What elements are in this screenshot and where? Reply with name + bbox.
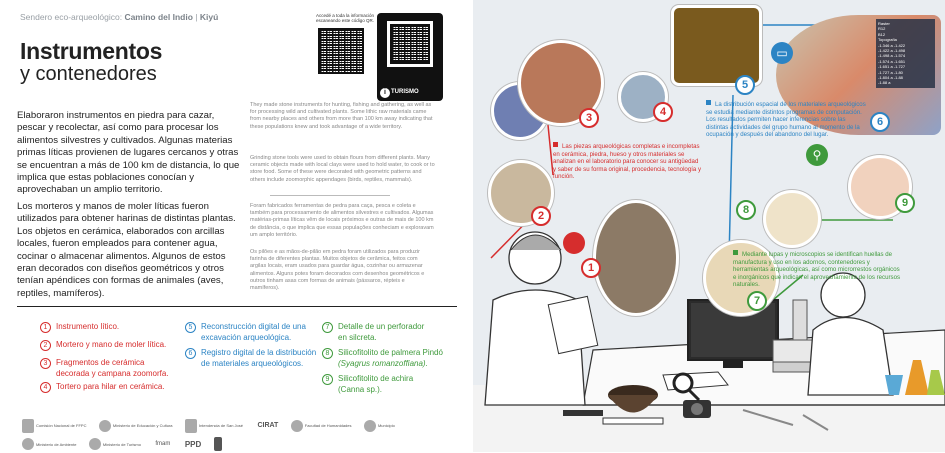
badge-3[interactable]: 3 — [579, 108, 599, 128]
shield-icon — [185, 419, 197, 433]
legend-label: Fragmentos de cerámica — [56, 358, 145, 367]
badge-5[interactable]: 5 — [735, 75, 755, 95]
text-pt-2: Os pilões e as mãos-de-pilão em pedra foram utilizados para produzir farinha de diferentes plantas. Muitos objetos de cerâmica, feitos com argilas locais, eram usados para guardar água, cozinhar ou armazenar alimentos. Alguns potes foram decorados com desenhos geométricos e outros tinham asas com formas de animais (pássaros, répteis e mamíferos). — [250, 249, 425, 292]
trail-name: Camino del Indio — [124, 12, 193, 22]
legend-label: Reconstrucción digital de una — [201, 322, 306, 331]
computer-icon: ▭ — [771, 42, 793, 64]
logo-fhce: Facultad de Humanidades — [291, 417, 352, 435]
trail-prefix: Sendero eco-arqueológico: — [20, 12, 125, 22]
logo-turismo: Ministerio de Turismo — [89, 435, 141, 453]
badge-4[interactable]: 4 — [653, 102, 673, 122]
seal-icon — [89, 438, 101, 450]
microscope-icon: ⚲ — [806, 144, 828, 166]
text-en-1: They made stone instruments for hunting, fishing and gathering, as well as for processing wild and cultivated plants. Some lithic raw materials came from nearby places and others from more than 100 km away indicating that these populations knew and took advantage of a wide territory. — [250, 102, 433, 130]
logo-mec: Ministerio de Educación y Cultura — [99, 417, 173, 435]
qr-code-1[interactable] — [318, 28, 364, 74]
logo-ppd: PPD — [184, 439, 202, 449]
legend-item-4 — [40, 382, 165, 393]
callout-blue: La distribución espacial de los materiales arqueológicos se estudia mediante distintos programas de computación. Los resultados permiten hacer inferencias sobre las distintas actividades del grupo humano al momento de la ocupación y después del abandono del lugar. — [706, 101, 866, 139]
badge-7[interactable]: 7 — [747, 291, 767, 311]
legend-number: 3 — [40, 358, 51, 369]
legend-number: 1 — [40, 322, 51, 333]
legend-label: en silcreta. — [338, 333, 377, 342]
legend-item-1 — [40, 322, 119, 333]
sponsor-logos — [22, 417, 452, 449]
photo-excavation-3d — [671, 5, 762, 86]
seal-icon — [22, 438, 34, 450]
seal-icon — [99, 420, 111, 432]
text-es-2: Los morteros y manos de moler líticas fueron utilizados para obtener harinas de distintas plantas. Los objetos en cerámica, elaborados con arcillas locales, fueron empleados para contener agua, cocinar o almacenar alimentos. Algunos de estos eran decorados con diseños geométricos y otros tenían apéndices con formas de animales (aves, reptiles, mamíferos). — [17, 201, 236, 299]
pottery-icon — [563, 232, 585, 254]
legend-number: 4 — [40, 382, 51, 393]
text-pt-1: Foram fabricados ferramentas de pedra para caça, pesca e coleta e também para processamento de alimentos silvestres e cultivados. Algumas matérias-primas líticas vêm de locais próximos e outras de mais de 100 km de distância, o que implica que essas populações conheciam e exploravam um amplo território. — [250, 203, 434, 238]
badge-9[interactable]: 9 — [895, 193, 915, 213]
seal-icon — [291, 420, 303, 432]
legend-label: Silicofitolito de achira — [338, 374, 414, 383]
logo-cirat: CIRAT — [257, 422, 279, 430]
photo-lithic-tool — [593, 200, 679, 316]
divider-en-pt — [270, 195, 390, 196]
legend-item-9 — [322, 374, 413, 395]
turismo-label: TURISMO — [391, 89, 419, 95]
legend-number: 2 — [40, 340, 51, 351]
legend-number: 7 — [322, 322, 333, 333]
callout-green: Mediante lupas y microscopios se identifican huellas de manufactura y uso en los adornos, contenedores y herramientas arqueológicas, así como microrrestos orgánicos e inorgánicos que indican el aprovechamiento de los recursos naturales. — [733, 251, 901, 289]
info-icon: i — [380, 88, 390, 98]
trail-place: Kiyú — [199, 12, 219, 22]
legend-number: 9 — [322, 374, 333, 385]
legend-item-5 — [185, 322, 306, 343]
trail-separator: | — [192, 12, 200, 22]
legend-label: Mortero y mano de moler lítica. — [56, 340, 167, 349]
qr-note-block — [316, 13, 386, 24]
photo-phytolith-palm — [763, 190, 821, 248]
legend-label: (Canna sp.). — [338, 385, 383, 394]
logo-pnud — [214, 435, 222, 453]
badge-2[interactable]: 2 — [531, 206, 551, 226]
page-title: Instrumentos — [20, 38, 163, 64]
legend-label: (Syagrus romanzoffiana). — [338, 359, 428, 368]
map-legend: Raster R12 B12 Topografía -1.346 a -1.422 -1.422 a -1.498 -1.498 a -1.574 -1.574 a -1.651 -1.651 a -1.727 -1.727 a -1.80 -1.804 a -1.88 -1.88 a — [876, 19, 935, 88]
logo-municipio: Municipio — [364, 417, 395, 435]
legend-label: Tortero para hilar en cerámica. — [56, 382, 165, 391]
legend-item-3 — [40, 358, 169, 379]
divider-legend — [17, 306, 457, 307]
legend-label: excavación arqueológica. — [201, 333, 292, 342]
pnud-icon — [214, 437, 222, 451]
page-subtitle: y contenedores — [20, 63, 157, 85]
logo-ambiente: Ministerio de Ambiente — [22, 435, 76, 453]
legend-label: Detalle de un perforador — [338, 322, 425, 331]
shield-icon — [22, 419, 34, 433]
badge-8[interactable]: 8 — [736, 200, 756, 220]
legend-item-8 — [322, 348, 443, 369]
legend-label: de materiales arqueológicos. — [201, 359, 304, 368]
text-es-1: Elaboraron instrumentos en piedra para cazar, pescar y recolectar, así como para procesar los alimentos silvestres y cultivados. Algunas materias primas líticas provienen de lugares cercanos y otras se encuentran a más de 100 km de distancia, lo que implica que estas poblaciones conocían y aprovechaban un amplio territorio. — [17, 110, 240, 196]
seal-icon — [364, 420, 376, 432]
legend-item-2 — [40, 340, 166, 351]
trail-header — [20, 12, 218, 22]
text-en-2: Grinding stone tools were used to obtain flours from different plants. Many ceramic objects made with local clays were used to hold water, to cook or to store food. Some of these were decorated with geometric patterns and others include zoomorphic appendages (birds, reptiles, mammals). — [250, 155, 435, 183]
legend-number: 6 — [185, 348, 196, 359]
right-panel-illustration — [473, 0, 945, 452]
badge-6[interactable]: 6 — [870, 112, 890, 132]
logo-intendencia: Intendencia de San José — [185, 417, 243, 435]
legend-label: decorada y campana zoomorfa. — [56, 369, 169, 378]
legend-label: Silicofitolito de palmera Pindó — [338, 348, 443, 357]
legend-label: Instrumento lítico. — [56, 322, 120, 331]
legend-item-6 — [185, 348, 316, 369]
left-panel — [0, 0, 473, 452]
legend-number: 8 — [322, 348, 333, 359]
legend-number: 5 — [185, 322, 196, 333]
badge-1[interactable]: 1 — [581, 258, 601, 278]
turismo-qr-panel[interactable] — [377, 13, 443, 101]
legend-label: Registro digital de la distribución — [201, 348, 317, 357]
logo-ffpc: Comisión Nacional de FFPC — [22, 417, 86, 435]
callout-red: Las piezas arqueológicas completas e incompletas en cerámica, piedra, hueso y otros materiales se analizan en el laboratorio para conocer su antigüedad y saber de su forma original, procedencia, tecnología y función. — [553, 143, 702, 181]
qr-code-2[interactable] — [387, 21, 433, 67]
legend-item-7 — [322, 322, 424, 343]
qr-note: Accedé a toda la información escaneando este código QR. — [316, 13, 375, 24]
logo-fmam: fmam — [155, 440, 171, 447]
